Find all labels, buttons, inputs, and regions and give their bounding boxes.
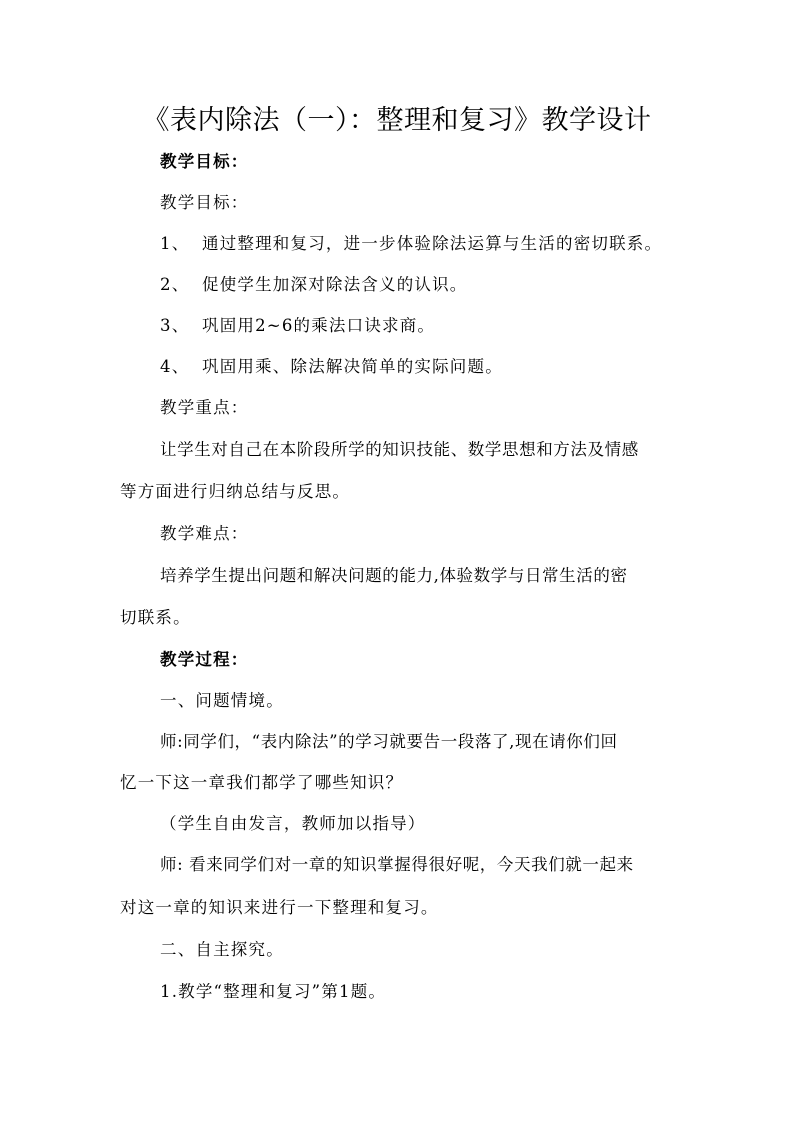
key-points-line-1: 让学生对自己在本阶段所学的知识技能、数学思想和方法及情感 <box>160 440 639 459</box>
paragraph-2: （学生自由发言，教师加以指导） <box>160 814 426 833</box>
objective-number: 4、 <box>160 357 190 376</box>
objective-text: 促使学生加深对除法含义的认识。 <box>202 275 468 294</box>
paragraph-3-line-2: 对这一章的知识来进行一下整理和复习。 <box>120 898 439 917</box>
paragraph-1-line-2: 忆一下这一章我们都学了哪些知识？ <box>120 773 404 792</box>
difficulty-line-1: 培养学生提出问题和解决问题的能力,体验数学与日常生活的密 <box>160 566 628 585</box>
section-1-heading: 一、问题情境。 <box>160 691 284 710</box>
document-title: 《表内除法（一）：整理和复习》教学设计 <box>142 105 652 136</box>
objective-item-1 <box>160 234 662 254</box>
objective-item-2 <box>160 275 468 295</box>
objective-number: 1、 <box>160 234 190 253</box>
objective-item-3 <box>160 316 435 336</box>
objective-text: 通过整理和复习，进一步体验除法运算与生活的密切联系。 <box>202 234 663 253</box>
paragraph-4: 1.教学“整理和复习”第1题。 <box>160 982 387 1001</box>
heading-objectives-bold: 教学目标： <box>160 152 249 171</box>
objective-text: 巩固用2~6的乘法口诀求商。 <box>202 316 436 335</box>
section-2-heading: 二、自主探究。 <box>160 940 284 959</box>
objective-text: 巩固用乘、除法解决简单的实际问题。 <box>202 357 503 376</box>
key-points-line-2: 等方面进行归纳总结与反思。 <box>120 482 351 501</box>
objective-item-4 <box>160 357 503 377</box>
paragraph-1-line-1: 师:同学们，“表内除法”的学习就要告一段落了,现在请你们回 <box>160 732 618 751</box>
heading-difficulty: 教学难点： <box>160 524 249 543</box>
paragraph-3-line-1: 师: 看来同学们对一章的知识掌握得很好呢，今天我们就一起来 <box>160 855 634 874</box>
objective-number: 3、 <box>160 316 190 335</box>
objective-number: 2、 <box>160 275 190 294</box>
difficulty-line-2: 切联系。 <box>120 608 191 627</box>
heading-process: 教学过程： <box>160 650 249 669</box>
heading-key-points: 教学重点： <box>160 398 249 417</box>
heading-objectives: 教学目标： <box>160 193 249 212</box>
